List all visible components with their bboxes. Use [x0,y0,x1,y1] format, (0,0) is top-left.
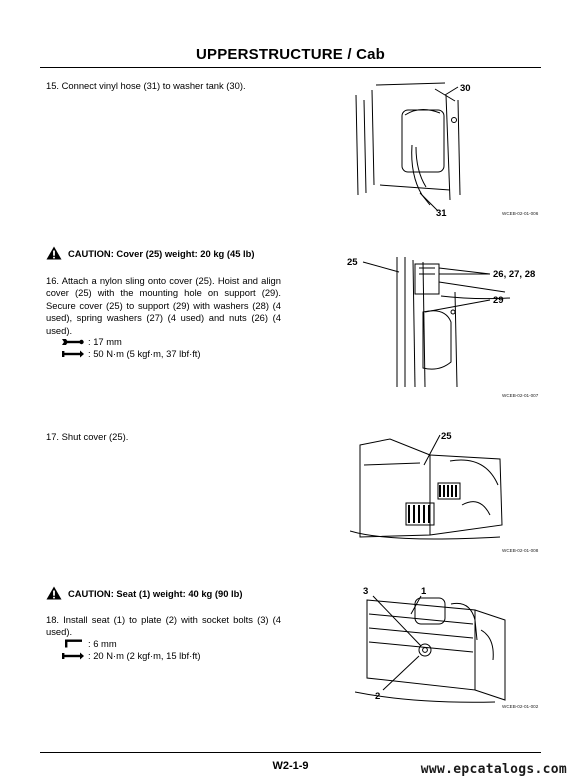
step-18 [46,614,281,639]
callout-25: 25 [441,431,452,442]
page-title: UPPERSTRUCTURE / Cab [195,46,386,63]
callout-29: 29 [493,295,504,306]
caution-seat-weight [46,586,296,600]
footer-rule [40,752,541,753]
step-18-text: 18. Install seat (1) to plate (2) with socket bolts (3) (4 used). [46,614,281,638]
callout-30: 30 [460,83,471,94]
caution-text: CAUTION: Seat (1) weight: 40 kg (90 lb) [68,587,243,599]
step-17-text: 17. Shut cover (25). [46,431,129,442]
step-16-text: 16. Attach a nylon sling onto cover (25). Hoist and align cover (25) with the mounting hole on support (29). Secure cover (25) to support (29) with washers (28) (4 used), spring washers (27) (4 used) and nuts (26) (4 used). [46,275,281,336]
header-rule [40,67,541,68]
figure-washer-tank [350,75,545,220]
torque-wrench-icon [62,652,84,660]
step-15 [46,80,281,92]
figure-code: WCEB-02-01-008 [502,548,539,553]
caution-cover-weight [46,246,296,260]
wrench-icon [62,338,84,346]
figure-code: WCEB-02-01-007 [502,393,539,398]
caution-text: CAUTION: Cover (25) weight: 20 kg (45 lb) [68,247,255,259]
callout-2: 2 [375,691,381,702]
spec-torque [62,650,201,661]
callout-31: 31 [436,208,447,219]
callout-3: 3 [363,586,369,597]
spec-wrench-value: : 17 mm [88,336,122,347]
figure-cover-support [345,252,545,392]
figure-code: WCEB-02-01-002 [502,704,539,709]
spec-wrench-size [62,336,122,347]
spec-torque-value: : 20 N·m (2 kgf·m, 15 lbf·ft) [88,650,201,661]
step-16 [46,275,281,337]
hex-key-icon [62,639,84,648]
callout-26-27-28: 26, 27, 28 [493,269,536,280]
warning-triangle-icon [46,586,62,600]
spec-hex-key-size [62,638,117,649]
figure-code: WCEB-02-01-006 [502,211,539,216]
torque-wrench-icon [62,350,84,358]
warning-triangle-icon [46,246,62,260]
figure-shut-cover [350,425,545,550]
spec-torque [62,348,201,359]
callout-1: 1 [421,586,427,597]
page-number: W2-1-9 [272,760,309,772]
watermark: www.epcatalogs.com [420,762,567,777]
spec-torque-value: : 50 N·m (5 kgf·m, 37 lbf·ft) [88,348,201,359]
callout-25: 25 [347,257,358,268]
step-15-text: 15. Connect vinyl hose (31) to washer tank (30). [46,80,246,91]
spec-hexkey-value: : 6 mm [88,638,117,649]
step-17 [46,431,281,443]
figure-seat-install [355,580,545,708]
